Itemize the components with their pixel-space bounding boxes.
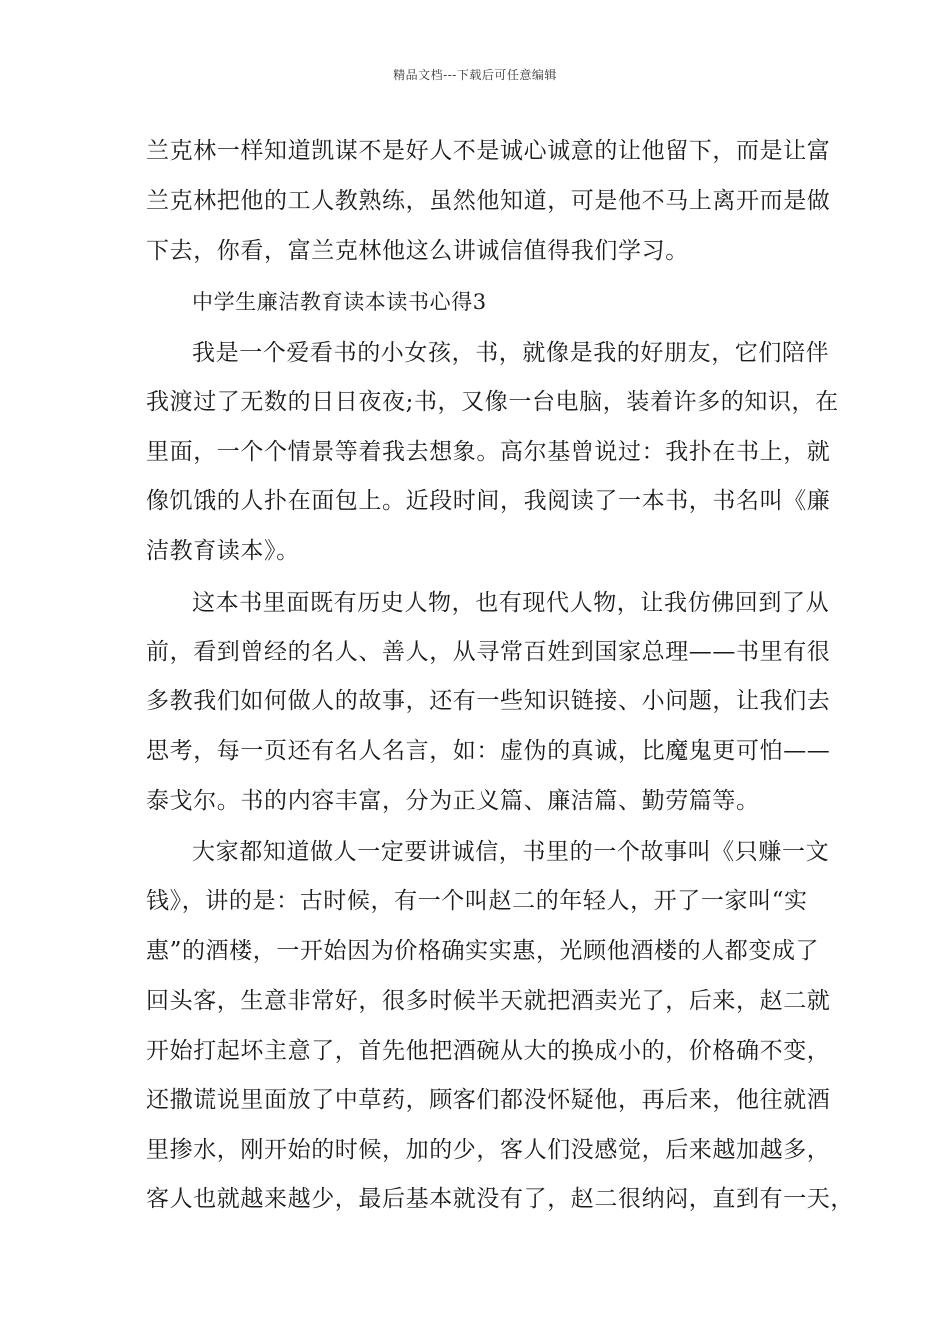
page-header: 精品文档---下载后可任意编辑 [393,68,557,82]
text-line: 钱》，讲的是：古时候，有一个叫赵二的年轻人，开了一家叫“实 [146,888,808,914]
text-line: 我是一个爱看书的小女孩，书，就像是我的好朋友，它们陪伴 [192,340,830,366]
text-line: 客人也就越来越少，最后基本就没有了，赵二很纳闷，直到有一天， [146,1186,854,1212]
text-line: 开始打起坏主意了，首先他把酒碗从大的换成小的，价格确不变， [146,1038,831,1064]
text-line: 惠”的酒楼，一开始因为价格确实实惠，光顾他酒楼的人都变成了 [146,938,820,964]
section-title: 中学生廉洁教育读本读书心得3 [192,290,487,314]
text-line: 前，看到曾经的名人、善人，从寻常百姓到国家总理——书里有很 [146,639,831,665]
text-line: 这本书里面既有历史人物，也有现代人物，让我仿佛回到了从 [192,590,830,616]
text-line: 洁教育读本》。 [146,538,300,564]
text-line: 思考，每一页还有名人名言，如：虚伪的真诚，比魔鬼更可怕—— [146,738,831,764]
text-line: 兰克林把他的工人教熟练，虽然他知道，可是他不马上离开而是做 [146,188,831,214]
text-line: 下去，你看，富兰克林他这么讲诚信值得我们学习。 [146,238,689,264]
text-line: 里面，一个个情景等着我去想象。高尔基曾说过：我扑在书上，就 [146,439,831,465]
text-line: 里掺水，刚开始的时候，加的少，客人们没感觉，后来越加越多， [146,1137,831,1163]
text-line: 兰克林一样知道凯谋不是好人不是诚心诚意的让他留下，而是让富 [146,138,831,164]
text-line: 我渡过了无数的日日夜夜;书，又像一台电脑，装着许多的知识，在 [146,389,839,415]
text-line: 大家都知道做人一定要讲诚信，书里的一个故事叫《只赚一文 [192,839,830,865]
text-line: 多教我们如何做人的故事，还有一些知识链接、小问题，让我们去 [146,688,831,714]
text-line: 像饥饿的人扑在面包上。近段时间，我阅读了一本书，书名叫《廉 [146,488,831,514]
text-line: 回头客，生意非常好，很多时候半天就把酒卖光了，后来，赵二就 [146,988,831,1014]
text-line: 泰戈尔。书的内容丰富，分为正义篇、廉洁篇、勤劳篇等。 [146,788,760,814]
text-line: 还撒谎说里面放了中草药，顾客们都没怀疑他，再后来，他往就酒 [146,1087,831,1113]
